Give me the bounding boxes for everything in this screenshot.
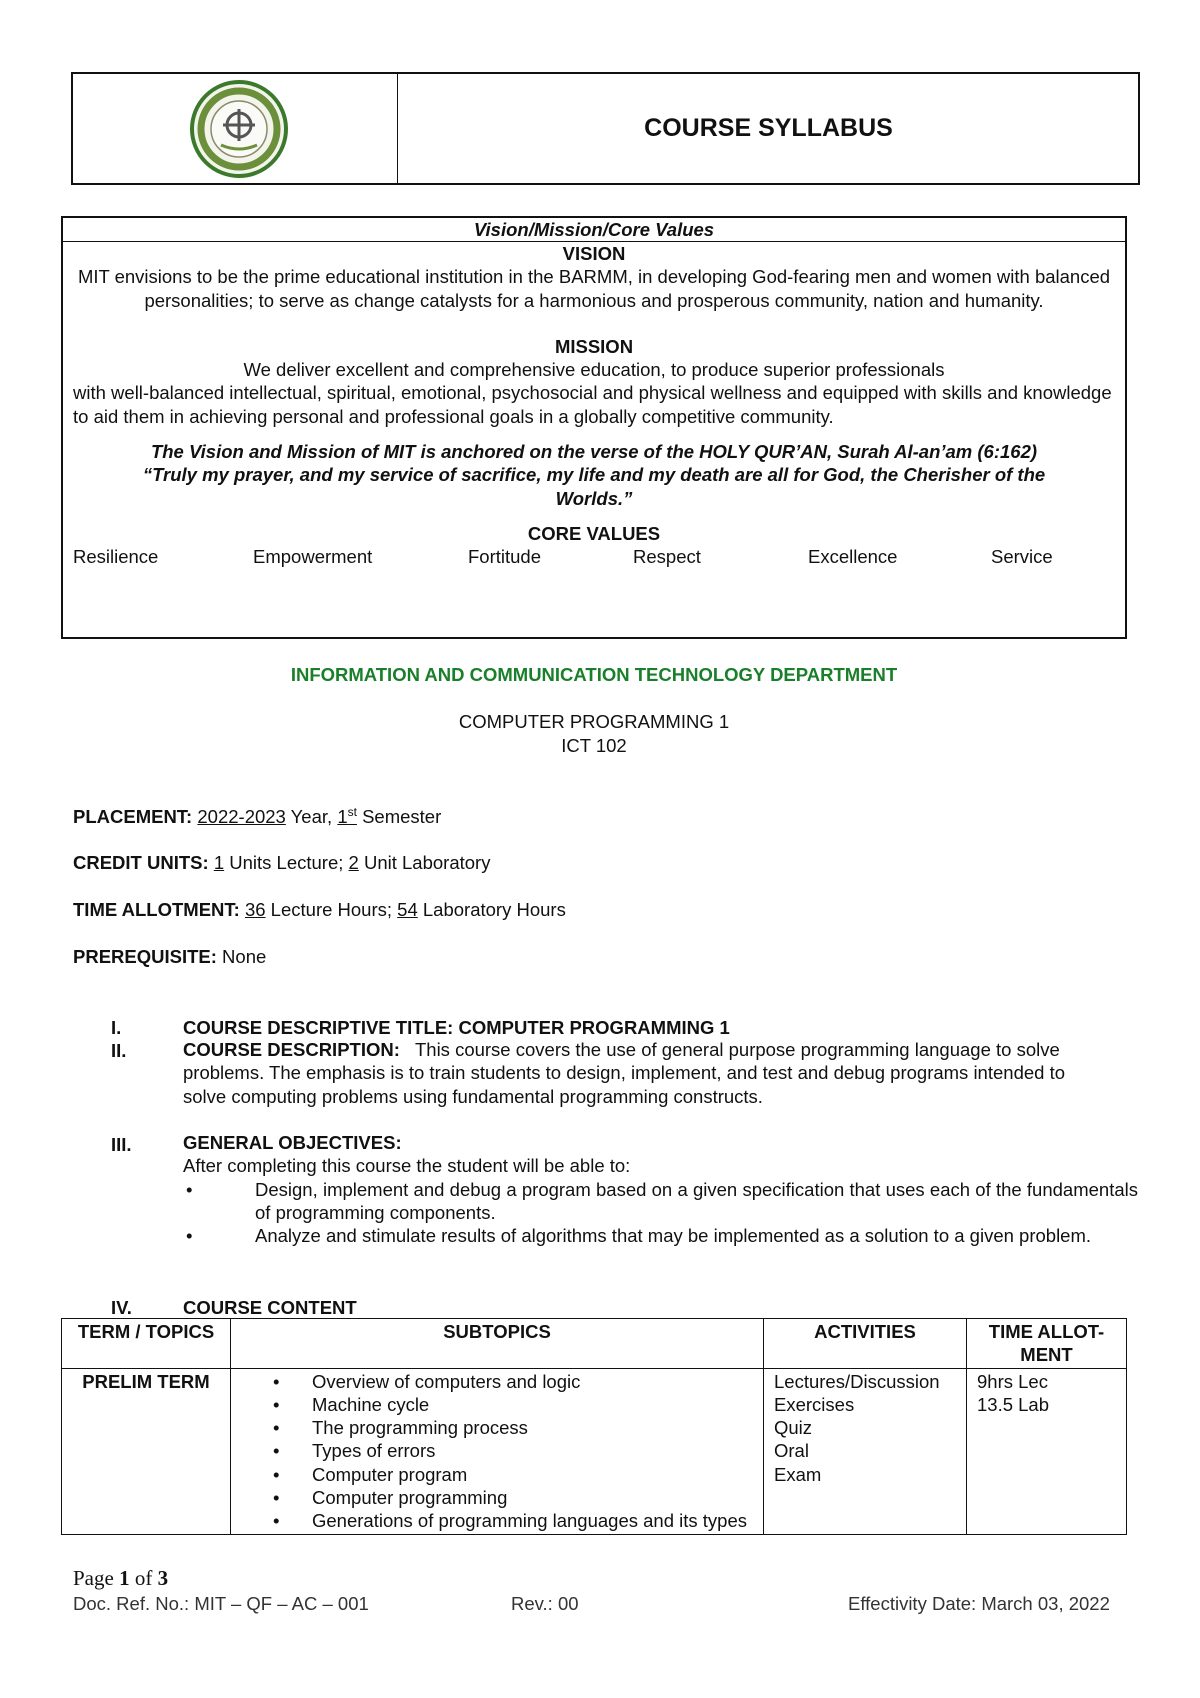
prerequisite-label: PREREQUISITE:	[73, 946, 217, 967]
table-header-row	[62, 1319, 1127, 1369]
time-allotment-label: TIME ALLOTMENT:	[73, 899, 240, 920]
placement-semester-suffix: Semester	[356, 806, 442, 828]
course-description-text: This course covers the use of general purpose programming language to solve problems. The emphasis is to train students to design, implement, and test and debug programs intended to solve computing problems using fundamental programming constructs.	[183, 1039, 1066, 1107]
term-cell: PRELIM TERM	[62, 1368, 231, 1534]
course-code: ICT 102	[561, 735, 627, 756]
activities-cell	[764, 1368, 967, 1534]
general-objectives-label: GENERAL OBJECTIVES:	[183, 1132, 402, 1153]
course-name: COMPUTER PROGRAMMING 1	[458, 711, 730, 732]
time-lecture: 9hrs Lec	[977, 1370, 1048, 1392]
list-item: • The programming process	[231, 1416, 757, 1439]
effectivity-date: Effectivity Date: March 03, 2022	[848, 1593, 1110, 1614]
page-prefix: Page	[73, 1566, 120, 1590]
lecture-units-text: Units Lecture;	[224, 852, 349, 873]
doc-ref: Doc. Ref. No.: MIT – QF – AC – 001	[73, 1593, 369, 1614]
general-objectives-intro: After completing this course the student will be able to:	[183, 1155, 631, 1177]
prerequisite-value: None	[216, 946, 267, 967]
list-item: • Generations of programming languages and its types	[231, 1509, 757, 1532]
credit-units-label: CREDIT UNITS:	[73, 852, 209, 873]
mission-heading: MISSION	[554, 335, 634, 357]
section-2-number: II.	[111, 1040, 127, 1061]
page-number: 1	[119, 1566, 130, 1590]
objective-item: • Design, implement and debug a program based on a given specification that uses each of the fundamentals of programming components.	[177, 1178, 1138, 1225]
time-allotment-line	[73, 899, 566, 921]
page-indicator	[73, 1566, 168, 1591]
objectives-list	[177, 1178, 1138, 1248]
list-item: • Computer program	[231, 1463, 757, 1486]
core-value: Empowerment	[253, 546, 373, 568]
core-value: Respect	[633, 546, 701, 568]
core-value: Service	[991, 546, 1053, 568]
section-1-number: I.	[111, 1017, 122, 1038]
placement-year-suffix: Year,	[285, 806, 338, 828]
time-lab: 13.5 Lab	[977, 1393, 1050, 1415]
section-3-number: III.	[111, 1134, 132, 1155]
semester-ordinal: st	[347, 805, 357, 819]
core-value: Fortitude	[468, 546, 542, 568]
vision-heading: VISION	[562, 243, 626, 264]
section-4-number: IV.	[111, 1297, 132, 1318]
lab-units-text: Unit Laboratory	[358, 852, 491, 873]
quran-verse: “Truly my prayer, and my service of sacrifice, my life and my death are all for God, the Cherisher of the Worlds.”	[142, 464, 1046, 509]
placement-year: 2022-2023	[197, 806, 286, 828]
institution-seal-logo	[189, 79, 289, 179]
lecture-units: 1	[213, 852, 225, 873]
activity: Exercises	[774, 1393, 855, 1415]
time-cell	[967, 1368, 1127, 1534]
course-content-label: COURSE CONTENT	[183, 1297, 357, 1318]
lecture-hours: 36	[244, 899, 266, 920]
list-item: • Machine cycle	[231, 1393, 757, 1416]
list-item: • Computer programming	[231, 1486, 757, 1509]
course-content-table	[61, 1318, 1127, 1535]
lab-hours: 54	[397, 899, 418, 920]
semester-number: 1	[337, 806, 348, 828]
vision-text: MIT envisions to be the prime educational institution in the BARMM, in developing God-fearing men and women with balanced personalities; to serve as change catalysts for a harmonious and prosperous community, nation and humanity.	[77, 266, 1111, 311]
list-item: • Types of errors	[231, 1439, 757, 1462]
subtopics-list	[231, 1370, 757, 1533]
mission-line-2: with well-balanced intellectual, spiritual, emotional, psychosocial and physical wellness and equipped with skills and knowledge to aid them in achieving personal and professional goals in a globally competitive community.	[73, 382, 1112, 427]
objective-item: • Analyze and stimulate results of algorithms that may be implemented as a solution to a given problem.	[177, 1224, 1138, 1247]
core-values-heading: CORE VALUES	[527, 522, 661, 544]
prerequisite-line	[73, 946, 266, 968]
course-description-label: COURSE DESCRIPTION:	[183, 1039, 400, 1060]
lecture-hours-text: Lecture Hours;	[265, 899, 398, 920]
lab-units: 2	[348, 852, 359, 873]
vision-mission-box	[61, 216, 1127, 639]
activity: Exam	[774, 1463, 822, 1485]
core-value: Excellence	[808, 546, 898, 568]
page-of: of	[129, 1566, 158, 1590]
page-total: 3	[157, 1566, 169, 1590]
placement-line	[73, 805, 441, 828]
header-subtopics: SUBTOPICS	[231, 1319, 764, 1369]
document-title: COURSE SYLLABUS	[644, 114, 893, 142]
logo-cell	[73, 74, 398, 183]
header-activities: ACTIVITIES	[764, 1319, 967, 1369]
activity: Lectures/Discussion	[774, 1370, 940, 1392]
course-descriptive-title: COURSE DESCRIPTIVE TITLE: COMPUTER PROGRAMMING 1	[183, 1017, 730, 1038]
placement-label: PLACEMENT:	[73, 806, 193, 828]
core-value: Resilience	[73, 546, 159, 568]
document-header	[71, 72, 1140, 185]
header-term-topics: TERM / TOPICS	[62, 1319, 231, 1369]
activity: Oral	[774, 1440, 809, 1462]
mission-line-1: We deliver excellent and comprehensive education, to produce superior professionals	[243, 359, 945, 381]
table-row	[62, 1368, 1127, 1534]
list-item: • Overview of computers and logic	[231, 1370, 757, 1393]
vmcv-caption: Vision/Mission/Core Values	[63, 218, 1125, 242]
core-values-row	[63, 545, 1125, 569]
credit-units-line	[73, 852, 490, 874]
general-objectives	[183, 1131, 1138, 1247]
header-time-allotment: TIME ALLOT-MENT	[967, 1319, 1127, 1369]
activity: Quiz	[774, 1417, 813, 1439]
subtopics-cell	[231, 1368, 764, 1534]
revision: Rev.: 00	[511, 1593, 579, 1614]
placement-semester-number	[337, 806, 357, 827]
course-description	[183, 1038, 1098, 1108]
quran-anchor-line: The Vision and Mission of MIT is anchored on the verse of the HOLY QUR’AN, Surah Al-an’am (6:162)	[150, 441, 1038, 463]
lab-hours-text: Laboratory Hours	[417, 899, 566, 920]
department-name: INFORMATION AND COMMUNICATION TECHNOLOGY DEPARTMENT	[290, 664, 898, 685]
